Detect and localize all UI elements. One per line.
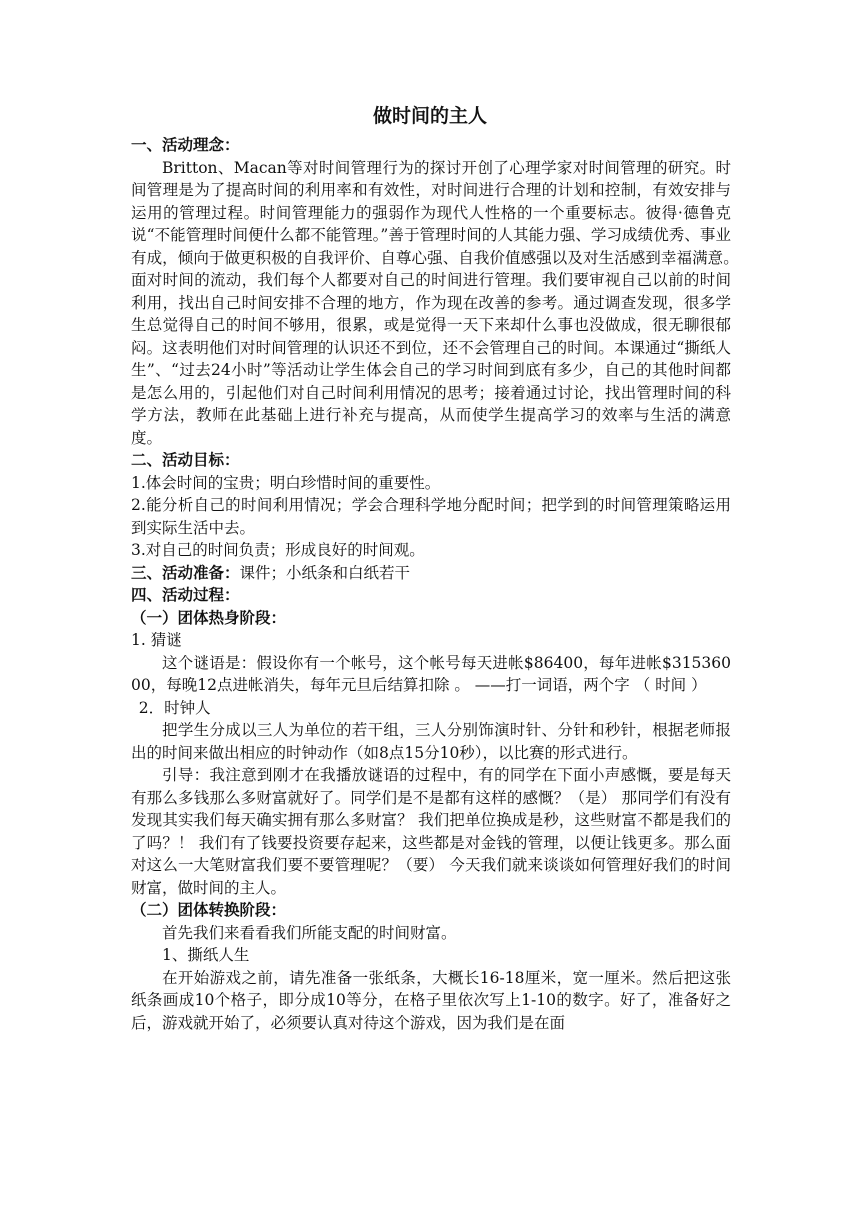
guidance-paragraph: 引导：我注意到刚才在我播放谜语的过程中，有的同学在下面小声感慨，要是每天有那么多钱那么多财富就好了。同学们是不是都有这样的感慨？（是） 那同学们有没有发现其实我们每天确实拥有那么多财富？ 我们把单位换成是秒，这些财富不都是我们的了吗？！ 我们有了钱要投资要存起来，这些都是对金钱的管理，以便让钱更多。那么面对这么一大笔财富我们要不要管理呢？（要） 今天我们就来谈谈如何管理好我们的时间财富，做时间的主人。 (131, 766, 731, 897)
section-heading-preparation: 三、活动准备： (131, 563, 240, 582)
document-body (131, 134, 747, 1034)
riddle-paragraph: 这个谜语是：假设你有一个帐号，这个帐号每天进帐$86400，每年进帐$31536000，每晚12点进帐消失，每年元旦后结算扣除 。 ——打一词语，两个字 （ 时间 ） (131, 653, 731, 694)
item-title-clock: 2．时钟人 (138, 698, 211, 717)
goal-item: 2.能分析自己的时间利用情况；学会合理科学地分配时间；把学到的时间管理策略运用到实际生活中去。 (131, 496, 731, 537)
tear-paper-paragraph: 在开始游戏之前，请先准备一张纸条，大概长16-18厘米，宽一厘米。然后把这张纸条画成10个格子，即分成10等分，在格子里依次写上1-10的数字。好了，准备好之后，游戏就开始了，必须要认真对待这个游戏，因为我们是在面 (131, 968, 731, 1032)
concept-paragraph: Britton、Macan等对时间管理行为的探讨开创了心理学家对时间管理的研究。时间管理是为了提高时间的利用率和有效性，对时间进行合理的计划和控制，有效安排与运用的管理过程。时间管理能力的强弱作为现代人性格的一个重要标志。彼得·德鲁克说“不能管理时间便什么都不能管理。”善于管理时间的人其能力强、学习成绩优秀、事业有成，倾向于做更积极的自我评价、自尊心强、自我价值感强以及对生活感到幸福满意。 面对时间的流动，我们每个人都要对自己的时间进行管理。我们要审视自己以前的时间利用，找出自己时间安排不合理的地方，作为现在改善的参考。通过调查发现，很多学生总觉得自己的时间不够用，很累，或是觉得一天下来却什么事也没做成，很无聊很郁闷。这表明他们对时间管理的认识还不到位，还不会管理自己的时间。本课通过“撕纸人生”、“过去24小时”等活动让学生体会自己的学习时间到底有多少，自己的其他时间都是怎么用的，引起他们对自己时间利用情况的思考；接着通过讨论，找出管理时间的科学方法，教师在此基础上进行补充与提高，从而使学生提高学习的效率与生活的满意度。 (131, 158, 747, 447)
subitem-title-tear-paper: 1、撕纸人生 (162, 946, 250, 964)
goal-item: 1.体会时间的宝贵；明白珍惜时间的重要性。 (131, 473, 441, 492)
section-heading-concept: 一、活动理念： (131, 136, 240, 154)
item-title-riddle: 1. 猜谜 (131, 631, 182, 649)
preparation-text: 课件；小纸条和白纸若干 (239, 563, 411, 582)
preparation-line (131, 562, 731, 585)
stage-heading-transition: （二）团体转换阶段： (131, 901, 287, 919)
stage-heading-warmup: （一）团体热身阶段： (131, 608, 287, 627)
clock-paragraph: 把学生分成以三人为单位的若干组，三人分别饰演时针、分针和秒针，根据老师报出的时间来做出相应的时钟动作（如8点15分10秒），以比赛的形式进行。 (131, 721, 731, 762)
transition-paragraph: 首先我们来看看我们所能支配的时间财富。 (162, 923, 457, 942)
goal-item: 3.对自己的时间负责；形成良好的时间观。 (131, 541, 425, 559)
section-heading-goals: 二、活动目标： (131, 451, 240, 469)
document-title: 做时间的主人 (372, 105, 487, 127)
section-heading-process: 四、活动过程： (131, 586, 240, 604)
